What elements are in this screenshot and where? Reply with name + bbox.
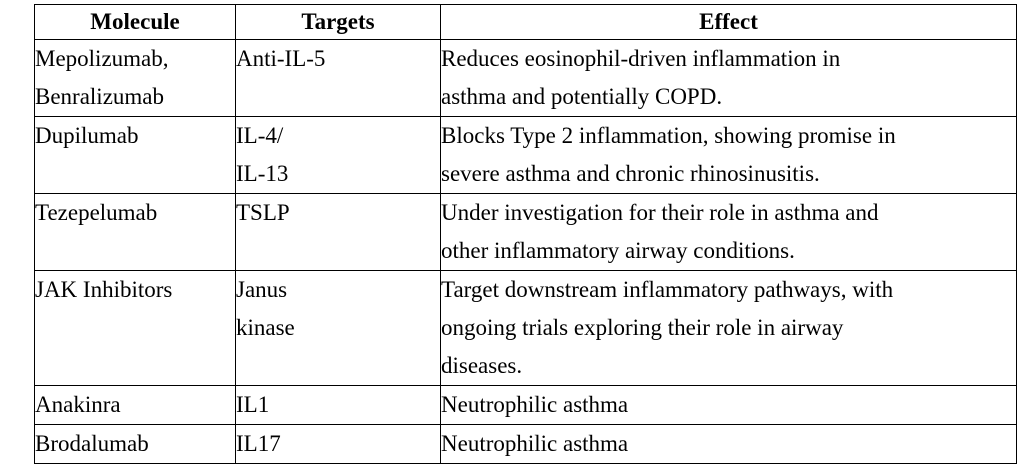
effect-cell (441, 40, 1017, 117)
cell-line: severe asthma and chronic rhinosinusitis. (441, 161, 820, 186)
targets-cell (236, 194, 441, 271)
effect-cell (441, 194, 1017, 271)
cell-line: Dupilumab (35, 123, 139, 148)
molecule-cell (35, 194, 236, 271)
cell-line: IL17 (236, 431, 281, 456)
cell-line: ongoing trials exploring their role in airway (441, 315, 844, 340)
cell-line: Blocks Type 2 inflammation, showing promise in (441, 123, 896, 148)
cell-line: IL-13 (236, 161, 289, 186)
cell-line: Anakinra (35, 392, 121, 417)
molecule-cell (35, 271, 236, 386)
targets-cell (236, 117, 441, 194)
targets-cell (236, 40, 441, 117)
table-row (35, 271, 1017, 386)
cell-line: Under investigation for their role in asthma and (441, 200, 879, 225)
cell-line: kinase (236, 315, 295, 340)
cell-line: Janus (236, 277, 288, 302)
cell-line: Neutrophilic asthma (441, 431, 629, 456)
cell-line: Anti-IL-5 (236, 46, 326, 71)
table-row (35, 386, 1017, 425)
cell-line: Reduces eosinophil-driven inflammation in (441, 46, 841, 71)
effect-cell (441, 271, 1017, 386)
cell-line: other inflammatory airway conditions. (441, 238, 795, 263)
column-header-targets: Targets (236, 5, 441, 40)
table-row (35, 194, 1017, 271)
table-row (35, 40, 1017, 117)
targets-cell (236, 271, 441, 386)
cell-line: Tezepelumab (35, 200, 158, 225)
cell-line: Benralizumab (35, 84, 165, 109)
table-row (35, 425, 1017, 464)
molecule-cell (35, 117, 236, 194)
molecule-cell (35, 425, 236, 464)
cell-line: Brodalumab (35, 431, 149, 456)
data-table (34, 4, 1017, 464)
cell-line: JAK Inhibitors (35, 277, 173, 302)
targets-cell (236, 386, 441, 425)
molecule-cell (35, 40, 236, 117)
cell-line: Neutrophilic asthma (441, 392, 629, 417)
effect-cell (441, 386, 1017, 425)
table-header-row (35, 5, 1017, 40)
table-row (35, 117, 1017, 194)
targets-cell (236, 425, 441, 464)
effect-cell (441, 425, 1017, 464)
cell-line: IL1 (236, 392, 270, 417)
cell-line: asthma and potentially COPD. (441, 84, 723, 109)
column-header-effect: Effect (441, 5, 1017, 40)
molecule-cell (35, 386, 236, 425)
effect-cell (441, 117, 1017, 194)
cell-line: Target downstream inflammatory pathways, with (441, 277, 894, 302)
cell-line: TSLP (236, 200, 290, 225)
cell-line: Mepolizumab, (35, 46, 169, 71)
cell-line: diseases. (441, 353, 523, 378)
column-header-molecule: Molecule (35, 5, 236, 40)
cell-line: IL-4/ (236, 123, 284, 148)
